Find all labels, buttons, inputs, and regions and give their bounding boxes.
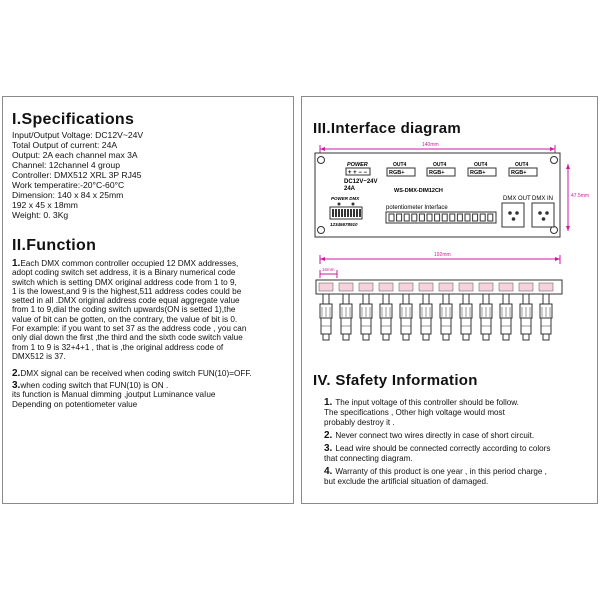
function-item-line	[12, 268, 246, 277]
function-item-line	[12, 381, 215, 390]
connector-pin	[488, 214, 493, 221]
spec-line: Controller: DMX512 XRL 3P RJ45	[12, 170, 142, 180]
dip-key	[344, 209, 346, 217]
safety-text: Lead wire should be connected correctly according to colors	[335, 444, 551, 453]
function-text: Depending on potentiometer value	[12, 399, 138, 409]
function-item-line	[12, 315, 246, 324]
left-panel	[2, 96, 294, 504]
item-number: 3.	[324, 443, 333, 454]
dip-key	[338, 209, 340, 217]
dmx-out-port	[502, 203, 524, 227]
function-item-line	[12, 400, 215, 409]
spec-line: Channel: 12channel 4 group	[12, 160, 120, 170]
function-item-line	[12, 305, 246, 314]
out-label: OUT4	[433, 162, 447, 168]
function-text: from 1 to 9 is 32+4+1 , that is ,the original address code of	[12, 342, 224, 352]
safety-item-line	[324, 467, 547, 477]
function-text: For example: if you want to set 37 as the address code , you can	[12, 324, 247, 334]
switch-numbers: 12345678910	[330, 222, 358, 227]
function-item-line	[12, 390, 215, 399]
specifications-heading: I.Specifications	[12, 111, 135, 128]
safety-item	[324, 431, 534, 441]
safety-item-line	[324, 431, 534, 441]
dip-key	[341, 209, 343, 217]
function-item-line	[12, 259, 246, 268]
connector-pin	[480, 214, 485, 221]
small-dimension	[320, 267, 337, 278]
function-text: only dial down the first ,the third and the sixth code switch value	[12, 333, 243, 343]
connector-pin	[427, 214, 432, 221]
dim-width-top: 140mm	[422, 142, 439, 148]
power-led	[338, 203, 341, 206]
svg-text:+ + − −: + + − −	[348, 170, 368, 176]
dip-key	[359, 209, 361, 217]
connector-pin	[419, 214, 424, 221]
safety-text: Never connect two wires directly in case of short circuit.	[335, 431, 535, 440]
connector-pin	[465, 214, 470, 221]
rgb-label: RGB+	[470, 170, 486, 176]
function-text: setted in all .DMX original address code equal aggregate value	[12, 296, 240, 306]
dip-key	[332, 209, 334, 217]
safety-item	[324, 444, 550, 464]
rgb-label: RGB+	[389, 170, 405, 176]
bottom-dimension	[320, 252, 560, 264]
power-label: POWER	[347, 162, 368, 168]
spec-line: 192 x 45 x 18mm	[12, 200, 78, 210]
function-text: 1 is the lowest,and 9 is the highest,511 address codes could be	[12, 286, 242, 296]
dmx-in-label: DMX IN	[532, 196, 553, 202]
safety-item-line	[324, 477, 547, 487]
right-panel	[301, 96, 598, 504]
function-item-line	[12, 333, 246, 342]
safety-item-line	[324, 408, 519, 418]
dip-key	[335, 209, 337, 217]
safety-item	[324, 398, 519, 429]
dmx-out-label: DMX OUT	[503, 196, 531, 202]
model-label: WS-DMX-DIM12CH	[394, 188, 443, 194]
rgb-label: RGB+	[429, 170, 445, 176]
connector-pin	[389, 214, 394, 221]
function-text: its function is Manual dimming ,joutput Luminance vaIue	[12, 390, 216, 400]
rgb-label: RGB+	[511, 170, 527, 176]
dmx-led	[352, 203, 355, 206]
dip-key	[353, 209, 355, 217]
function-item-line	[12, 278, 246, 287]
item-number: 4.	[324, 466, 333, 477]
pot-label: potentiometer Interface	[386, 205, 448, 211]
safety-text: The input voltage of this controller should be follow.	[335, 398, 519, 407]
safety-item-line	[324, 444, 550, 454]
item-number: 3.	[12, 380, 21, 391]
out-label: OUT4	[474, 162, 488, 168]
safety-item-line	[324, 398, 519, 408]
spec-line: Dimension: 140 x 84 x 25mm	[12, 190, 124, 200]
power-dmx-label: POWER DMX	[331, 196, 360, 201]
safety-text: Warranty of this product is one year , in this period charge ,	[335, 467, 547, 476]
safety-text: but exclude the artificial situation of damaged.	[324, 477, 489, 487]
safety-text: probably destroy it .	[324, 418, 395, 428]
function-item-line	[12, 343, 246, 352]
function-item-line	[12, 296, 246, 305]
function-item	[12, 381, 215, 409]
item-number: 1.	[12, 258, 21, 269]
top-dimension	[320, 142, 555, 154]
out-label: OUT4	[393, 162, 407, 168]
spec-line: Work temperatire:-20°C-60°C	[12, 180, 125, 190]
function-text: when coding switch that FUN(10) is ON .	[20, 381, 169, 390]
interface-heading: III.Interface diagram	[313, 120, 462, 137]
connector-pin	[412, 214, 417, 221]
dmx-in-port	[532, 203, 554, 227]
spec-line: Output: 2A each channel max 3A	[12, 150, 138, 160]
dim-width-bottom: 192mm	[434, 252, 451, 258]
spec-line: Weight: 0. 3Kg	[12, 210, 69, 220]
safety-heading: IV. Sfafety Information	[313, 372, 478, 389]
connector-pin	[457, 214, 462, 221]
function-text: value of bit can be gotten, on the contrary, the value of bit is 0.	[12, 314, 238, 324]
interface-diagram	[302, 137, 597, 357]
dip-key	[356, 209, 358, 217]
dim-height: 47.5mm	[571, 193, 590, 199]
dim-small: 16mm	[322, 267, 335, 272]
function-text: Each DMX common controller occupied 12 DMX addresses,	[20, 259, 239, 268]
function-text: switch which is setting DMX original address code from 1 to 9,	[12, 277, 237, 287]
function-item	[12, 369, 252, 378]
function-item-line	[12, 369, 252, 378]
function-item-line	[12, 324, 246, 333]
function-text: from 1 to 9,dial the coding switch upwards(ON is setted 1),the	[12, 305, 236, 315]
safety-item	[324, 467, 547, 487]
safety-item-line	[324, 418, 519, 428]
safety-text: that connecting diagram.	[324, 454, 413, 464]
function-item	[12, 259, 246, 361]
function-text: DMX512 is 37.	[12, 351, 66, 361]
connector-pin	[397, 214, 402, 221]
item-number: 2.	[12, 368, 21, 379]
connector-pin	[404, 214, 409, 221]
function-text: DMX signal can be received when coding switch FUN(10)=OFF.	[20, 369, 252, 378]
function-item-line	[12, 287, 246, 296]
connector-pin	[442, 214, 447, 221]
dip-key	[350, 209, 352, 217]
voltage-label: DC12V~24V	[344, 179, 378, 185]
function-heading: II.Function	[12, 237, 97, 254]
item-number: 1.	[324, 397, 333, 408]
pot-connector	[386, 212, 496, 223]
function-text: adopt coding switch set address, it is a Binary numerical code	[12, 268, 236, 278]
spec-line: Input/Output Voltage: DC12V~24V	[12, 130, 144, 140]
safety-item-line	[324, 454, 550, 464]
spec-line: Total Output of current: 24A	[12, 140, 118, 150]
current-label: 24A	[344, 186, 356, 192]
connector-pin	[450, 214, 455, 221]
safety-text: The specifications , Other high voltage would most	[324, 408, 505, 418]
height-dimension	[566, 164, 589, 231]
dip-key	[347, 209, 349, 217]
connector-pin	[473, 214, 478, 221]
connector-pin	[435, 214, 440, 221]
item-number: 2.	[324, 430, 333, 441]
out-label: OUT4	[515, 162, 529, 168]
function-item-line	[12, 352, 246, 361]
